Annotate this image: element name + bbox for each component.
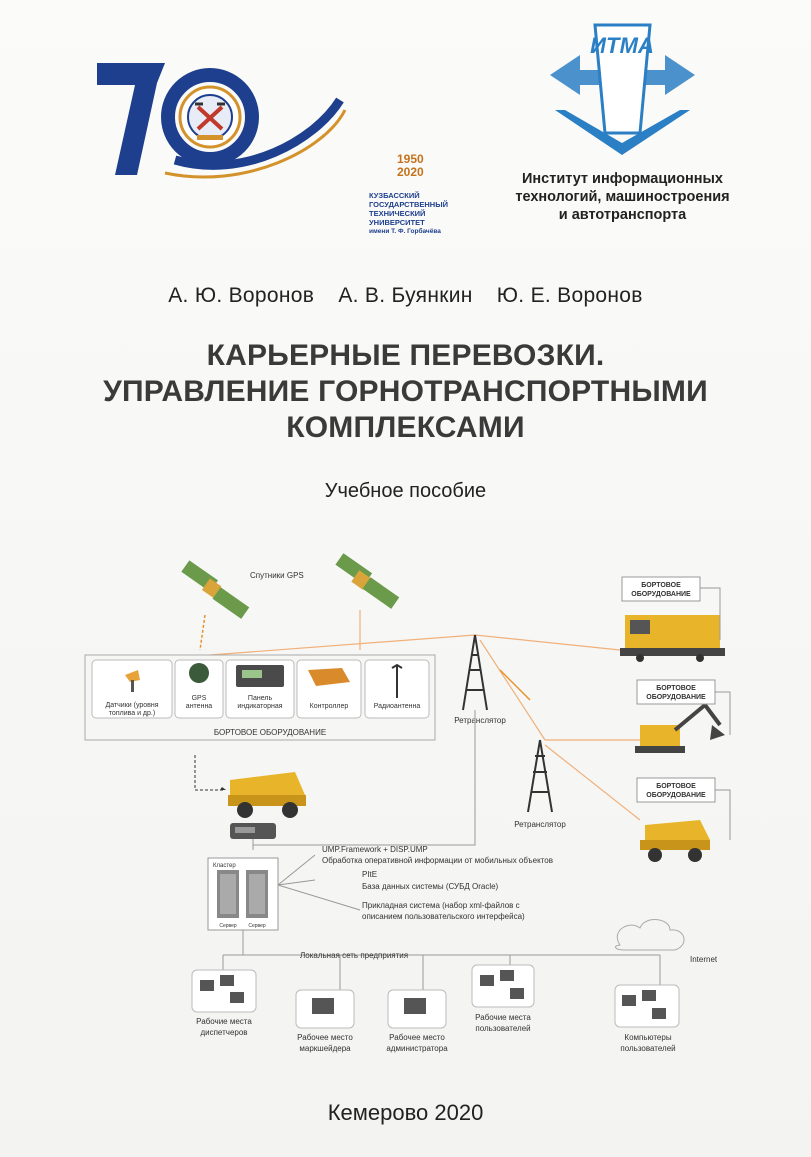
svg-text:Сервер: Сервер <box>248 923 266 929</box>
itma-letters: ИТМА <box>590 33 654 58</box>
svg-text:пользователей: пользователей <box>620 1044 676 1053</box>
excavator-icon <box>635 705 725 753</box>
institute-logo <box>540 15 705 160</box>
year-start: 1950 <box>397 152 424 166</box>
svg-text:Рабочее место: Рабочее место <box>297 1033 353 1042</box>
server-icon <box>246 870 268 918</box>
svg-text:Рабочее место: Рабочее место <box>389 1033 445 1042</box>
workstation-icon <box>615 985 679 1027</box>
satellites-label: Спутники GPS <box>250 571 304 580</box>
svg-text:GPS: GPS <box>191 695 207 702</box>
gps-satellite-icon <box>181 560 249 619</box>
svg-text:БОРТОВОЕ: БОРТОВОЕ <box>656 685 696 692</box>
gps-antenna-icon <box>189 663 209 683</box>
internet-label: Internet <box>690 955 718 964</box>
svg-text:Контроллер: Контроллер <box>309 703 349 710</box>
year-end: 2020 <box>397 165 424 179</box>
svg-text:Кластер: Кластер <box>213 863 236 869</box>
onboard-label: БОРТОВОЕ ОБОРУДОВАНИЕ <box>213 728 327 737</box>
authors <box>0 284 811 308</box>
svg-text:Прикладная система (набор xml-: Прикладная система (набор xml-файлов с <box>362 901 520 910</box>
svg-text:UMP.Framework + DISP.UMP: UMP.Framework + DISP.UMP <box>322 845 428 854</box>
university-name: КУЗБАССКИЙ ГОСУДАРСТВЕННЫЙ ТЕХНИЧЕСКИЙ УНИВЕРСИТЕТ имени Т. Ф. Горбачёва <box>369 191 448 235</box>
city-year: Кемерово 2020 <box>327 1100 484 1125</box>
workstation-icon <box>388 990 446 1028</box>
system-diagram <box>60 540 780 1080</box>
lan-label: Локальная сеть предприятия <box>300 951 409 960</box>
book-subtitle: Учебное пособие <box>324 480 487 502</box>
seventy-emblem-icon <box>95 55 355 190</box>
svg-text:БОРТОВОЕ: БОРТОВОЕ <box>641 582 681 589</box>
svg-text:PItE: PItE <box>362 870 378 879</box>
repeater-label-2: Ретранслятор <box>514 820 566 829</box>
workstation-icon <box>192 970 256 1012</box>
svg-text:Компьютеры: Компьютеры <box>624 1033 672 1042</box>
svg-text:администратора: администратора <box>386 1044 448 1053</box>
svg-text:ОБОРУДОВАНИЕ: ОБОРУДОВАНИЕ <box>631 591 691 598</box>
svg-text:База данных системы (СУБД Orac: База данных системы (СУБД Oracle) <box>362 882 499 891</box>
cloud-icon <box>615 920 684 950</box>
locomotive-icon <box>620 615 725 662</box>
svg-text:БОРТОВОЕ: БОРТОВОЕ <box>656 783 696 790</box>
workstation-icon <box>472 965 534 1007</box>
svg-text:Датчики (уровня: Датчики (уровня <box>105 702 159 709</box>
svg-text:Панель: Панель <box>247 695 273 702</box>
svg-text:Радиоантенна: Радиоантенна <box>373 703 421 710</box>
svg-text:диспетчеров: диспетчеров <box>200 1028 248 1037</box>
institute-caption: Институт информационных технологий, машиностроения и автотранспорта <box>515 171 730 223</box>
svg-text:пользователей: пользователей <box>475 1024 531 1033</box>
svg-text:Сервер: Сервер <box>219 923 237 929</box>
gps-satellite-icon <box>335 553 399 609</box>
itma-emblem-icon <box>540 15 705 160</box>
book-title: КАРЬЕРНЫЕ ПЕРЕВОЗКИ. УПРАВЛЕНИЕ ГОРНОТРАНСПОРТНЫМИ КОМПЛЕКСАМИ <box>103 339 708 444</box>
workstation-icon <box>296 990 354 1028</box>
dump-truck-icon <box>228 772 306 818</box>
svg-text:ОБОРУДОВАНИЕ: ОБОРУДОВАНИЕ <box>646 792 706 799</box>
svg-text:Рабочие места: Рабочие места <box>475 1013 531 1022</box>
dump-truck-icon <box>640 820 710 862</box>
svg-text:маркшейдера: маркшейдера <box>299 1044 351 1053</box>
svg-text:описанием пользовательского ин: описанием пользовательского интерфейса) <box>362 912 525 921</box>
svg-text:Рабочие места: Рабочие места <box>196 1017 252 1026</box>
server-icon <box>217 870 239 918</box>
author-1: А. Ю. Воронов <box>168 284 315 307</box>
svg-text:ОБОРУДОВАНИЕ: ОБОРУДОВАНИЕ <box>646 694 706 701</box>
repeater-label-1: Ретранслятор <box>454 716 506 725</box>
university-70-logo <box>95 55 448 235</box>
svg-text:индикаторная: индикаторная <box>237 703 283 710</box>
author-3: Ю. Е. Воронов <box>496 284 643 307</box>
svg-text:Обработка оперативной информац: Обработка оперативной информации от мобильных объектов <box>322 856 553 865</box>
svg-text:топлива и др.): топлива и др.) <box>108 710 156 717</box>
author-2: А. В. Буянкин <box>338 284 473 307</box>
svg-text:антенна: антенна <box>185 703 213 710</box>
repeater-tower-icon <box>528 740 552 812</box>
